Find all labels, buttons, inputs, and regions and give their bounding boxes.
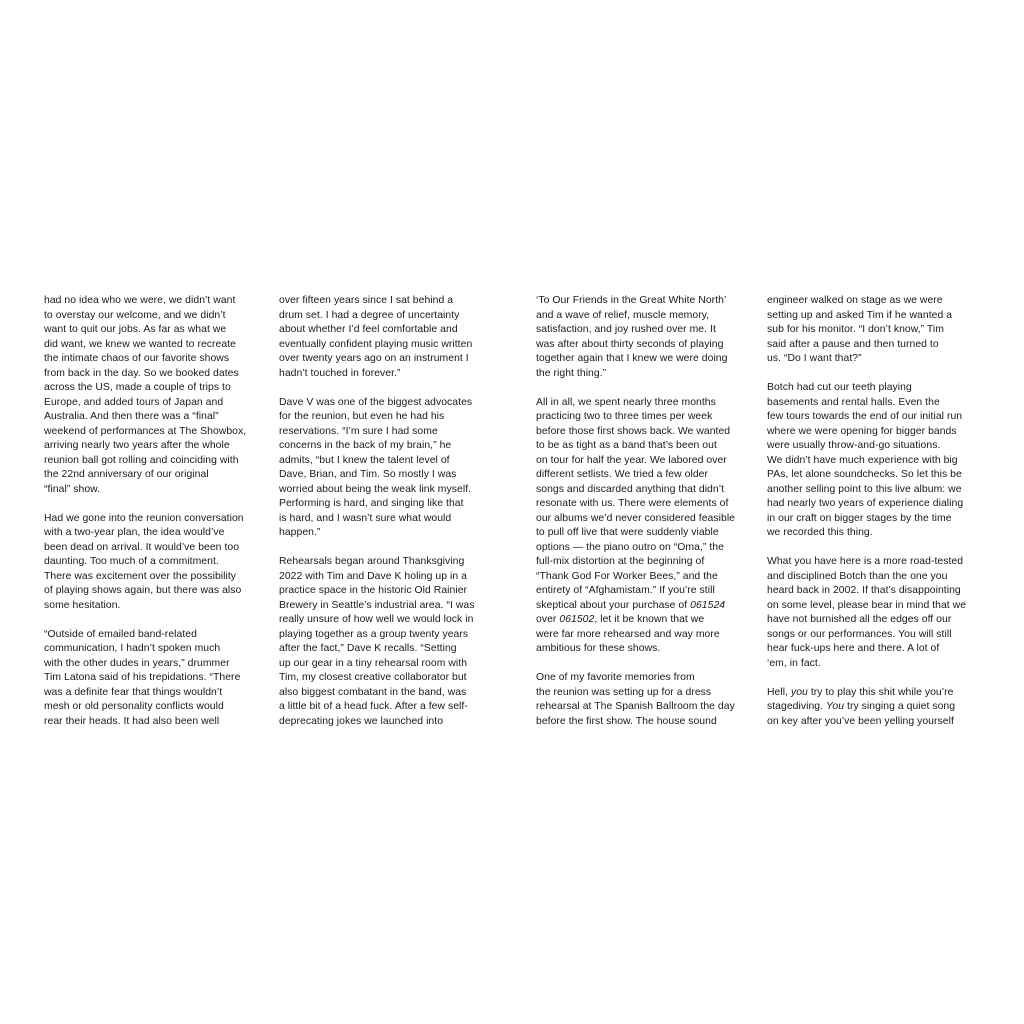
text-line: to pull off live that were suddenly viable bbox=[536, 527, 719, 538]
paragraph-break bbox=[536, 381, 750, 396]
text-line: with the other dudes in years,” drummer bbox=[44, 657, 230, 669]
text-line: reunion ball got rolling and coinciding with bbox=[44, 454, 239, 466]
text-line: is hard, and I wasn’t sure what would bbox=[279, 512, 452, 524]
text-line: concerns in the back of my brain,” he bbox=[279, 440, 452, 451]
text-line: entirety of “Afghamistam.” If you’re still bbox=[536, 585, 715, 596]
text-line: full-mix distortion at the beginning of bbox=[536, 556, 705, 567]
text-line: on key after you’ve been yelling yourself bbox=[767, 715, 954, 727]
text-line: worried about being the weak link myself. bbox=[279, 483, 472, 495]
text-line: eventually confident playing music written bbox=[279, 338, 473, 350]
text-line: deprecating jokes we launched into bbox=[279, 715, 444, 727]
text-line: satisfaction, and joy rushed over me. It bbox=[536, 324, 716, 335]
text-line: arriving nearly two years after the whole bbox=[44, 440, 230, 451]
text-line: our albums we’d never considered feasible bbox=[536, 512, 736, 524]
text-line: also biggest combatant in the band, was bbox=[279, 686, 467, 698]
text-line: songs and discarded anything that didn’t bbox=[536, 483, 725, 495]
text-line: was after about thirty seconds of playing bbox=[536, 338, 724, 350]
text-line: for the reunion, but even he had his bbox=[279, 411, 445, 422]
text-line: Performing is hard, and singing like that bbox=[279, 498, 464, 509]
text-line: of playing shows again, but there was also bbox=[44, 585, 242, 596]
text-line: ambitious for these shows. bbox=[536, 643, 661, 654]
text-line: reservations. “I’m sure I had some bbox=[279, 425, 438, 437]
text-line: hear fuck-ups here and there. A lot of bbox=[767, 643, 940, 654]
text-line: engineer walked on stage as we were bbox=[767, 295, 943, 306]
paragraph-break bbox=[279, 541, 491, 556]
text-line: sub for his monitor. “I don’t know,” Tim bbox=[767, 324, 944, 335]
text-line: the intimate chaos of our favorite shows bbox=[44, 353, 230, 364]
text-line: were far more rehearsed and way more bbox=[536, 628, 720, 640]
text-column-2 bbox=[279, 294, 491, 729]
text-line: was a definite fear that things wouldn’t bbox=[44, 686, 223, 698]
text-line: “Thank God For Worker Bees,” and the bbox=[536, 570, 718, 582]
text-line: daunting. Too much of a commitment. bbox=[44, 556, 219, 567]
text-line: over 061502, let it be known that we bbox=[536, 614, 705, 625]
text-line: and disciplined Botch than the one you bbox=[767, 570, 948, 582]
text-line: Tim Latona said of his trepidations. “There bbox=[44, 672, 241, 683]
paragraph-break bbox=[44, 497, 262, 512]
text-line: another selling point to this live album: we bbox=[767, 483, 962, 495]
text-line: “Outside of emailed band-related bbox=[44, 628, 197, 640]
text-line: PAs, let alone soundchecks. So let this be bbox=[767, 469, 962, 480]
text-line: Tim, my closest creative collaborator but bbox=[279, 672, 467, 683]
text-line: over twenty years ago on an instrument I bbox=[279, 353, 469, 364]
text-line: were usually throw-and-go situations. bbox=[767, 440, 941, 451]
text-line: have not burnished all the edges off our bbox=[767, 614, 952, 625]
text-line: mesh or old personality conflicts would bbox=[44, 701, 224, 712]
text-line: skeptical about your purchase of 061524 bbox=[536, 599, 726, 611]
text-line: before the first show. The house sound bbox=[536, 715, 717, 727]
text-line: We didn’t have much experience with big bbox=[767, 454, 958, 466]
text-line: different setlists. We tried a few older bbox=[536, 469, 708, 480]
text-line: basements and rental halls. Even the bbox=[767, 396, 940, 408]
text-line: drum set. I had a degree of uncertainty bbox=[279, 309, 460, 321]
text-line: on some level, please bear in mind that we bbox=[767, 599, 967, 611]
paragraph-break bbox=[767, 541, 981, 556]
text-line: All in all, we spent nearly three months bbox=[536, 396, 716, 408]
text-line: hadn’t touched in forever.” bbox=[279, 367, 401, 379]
paragraph-break bbox=[44, 613, 262, 628]
paragraph-break bbox=[536, 657, 750, 672]
text-line: had nearly two years of experience dialing bbox=[767, 498, 964, 509]
text-line: after the fact,” Dave K recalls. “Setting bbox=[279, 643, 457, 654]
text-line: Dave V was one of the biggest advocates bbox=[279, 396, 473, 408]
text-line: heard back in 2002. If that’s disappointing bbox=[767, 585, 961, 596]
text-line: and a wave of relief, muscle memory, bbox=[536, 309, 710, 321]
text-line: rehearsal at The Spanish Ballroom the day bbox=[536, 701, 735, 712]
text-line: on tour for half the year. We labored over bbox=[536, 454, 727, 466]
text-line: us. “Do I want that?” bbox=[767, 353, 862, 364]
text-line: ‘em, in fact. bbox=[767, 657, 821, 669]
text-line: communication, I hadn’t spoken much bbox=[44, 643, 221, 654]
text-line: rear their heads. It had also been well bbox=[44, 715, 220, 727]
text-line: from back in the day. So we booked dates bbox=[44, 367, 239, 379]
text-line: playing together as a group twenty years bbox=[279, 628, 469, 640]
text-line: What you have here is a more road-tested bbox=[767, 556, 964, 567]
text-line: Brewery in Seattle’s industrial area. “I was bbox=[279, 599, 475, 611]
text-line: practice space in the historic Old Rainier bbox=[279, 585, 468, 596]
text-column-3 bbox=[536, 294, 750, 729]
paragraph-break bbox=[767, 671, 981, 686]
text-column-4 bbox=[767, 294, 981, 729]
text-line: Australia. And then there was a “final” bbox=[44, 411, 219, 422]
text-line: been dead on arrival. It would’ve been too bbox=[44, 541, 240, 553]
text-line: up our gear in a tiny rehearsal room with bbox=[279, 657, 468, 669]
text-line: Europe, and added tours of Japan and bbox=[44, 396, 224, 408]
text-line: we recorded this thing. bbox=[767, 527, 873, 538]
text-line: Had we gone into the reunion conversation bbox=[44, 512, 244, 524]
text-line: 2022 with Tim and Dave K holing up in a bbox=[279, 570, 467, 582]
text-line: setting up and asked Tim if he wanted a bbox=[767, 309, 953, 321]
text-line: stagediving. You try singing a quiet song bbox=[767, 701, 956, 712]
text-line: to be as tight as a band that’s been out bbox=[536, 440, 717, 451]
paragraph-break bbox=[279, 381, 491, 396]
text-line: happen.” bbox=[279, 527, 321, 538]
text-line: admits, “but I knew the talent level of bbox=[279, 454, 450, 466]
text-line: the reunion was setting up for a dress bbox=[536, 686, 712, 698]
text-line: “final” show. bbox=[44, 483, 101, 495]
text-line: options — the piano outro on “Oma,” the bbox=[536, 541, 724, 553]
text-line: together again that I knew we were doing bbox=[536, 353, 728, 364]
text-line: said after a pause and then turned to bbox=[767, 338, 939, 350]
text-line: where we were opening for bigger bands bbox=[767, 425, 957, 437]
text-line: practicing two to three times per week bbox=[536, 411, 713, 422]
text-line: Rehearsals began around Thanksgiving bbox=[279, 556, 465, 567]
text-line: ‘To Our Friends in the Great White North’ bbox=[536, 295, 727, 306]
text-line: weekend of performances at The Showbox, bbox=[44, 425, 247, 437]
text-line: had no idea who we were, we didn’t want bbox=[44, 295, 236, 306]
text-line: resonate with us. There were elements of bbox=[536, 498, 729, 509]
text-line: few tours towards the end of our initial run bbox=[767, 411, 963, 422]
text-line: There was excitement over the possibility bbox=[44, 570, 237, 582]
text-line: Hell, you try to play this shit while you’re bbox=[767, 686, 954, 698]
text-line: Dave, Brian, and Tim. So mostly I was bbox=[279, 469, 457, 480]
paragraph-break bbox=[767, 367, 981, 382]
text-line: some hesitation. bbox=[44, 599, 121, 611]
text-line: want to quit our jobs. As far as what we bbox=[44, 324, 227, 335]
text-line: about whether I’d feel comfortable and bbox=[279, 324, 458, 335]
text-line: to overstay our welcome, and we didn’t bbox=[44, 309, 226, 321]
text-line: did want, we knew we wanted to recreate bbox=[44, 338, 236, 350]
text-line: Botch had cut our teeth playing bbox=[767, 382, 912, 393]
text-line: the 22nd anniversary of our original bbox=[44, 469, 209, 480]
text-line: across the US, made a couple of trips to bbox=[44, 382, 231, 393]
text-line: the right thing.” bbox=[536, 367, 607, 379]
text-line: with a two-year plan, the idea would’ve bbox=[44, 527, 225, 538]
text-line: songs or our performances. You will still bbox=[767, 628, 952, 640]
text-line: before those first shows back. We wanted bbox=[536, 425, 731, 437]
text-line: a little bit of a head fuck. After a few self- bbox=[279, 701, 468, 712]
text-column-1 bbox=[44, 294, 262, 729]
text-line: really unsure of how well we would lock in bbox=[279, 614, 474, 625]
text-line: in our craft on bigger stages by the time bbox=[767, 512, 952, 524]
text-line: One of my favorite memories from bbox=[536, 672, 695, 683]
text-line: over fifteen years since I sat behind a bbox=[279, 295, 454, 306]
